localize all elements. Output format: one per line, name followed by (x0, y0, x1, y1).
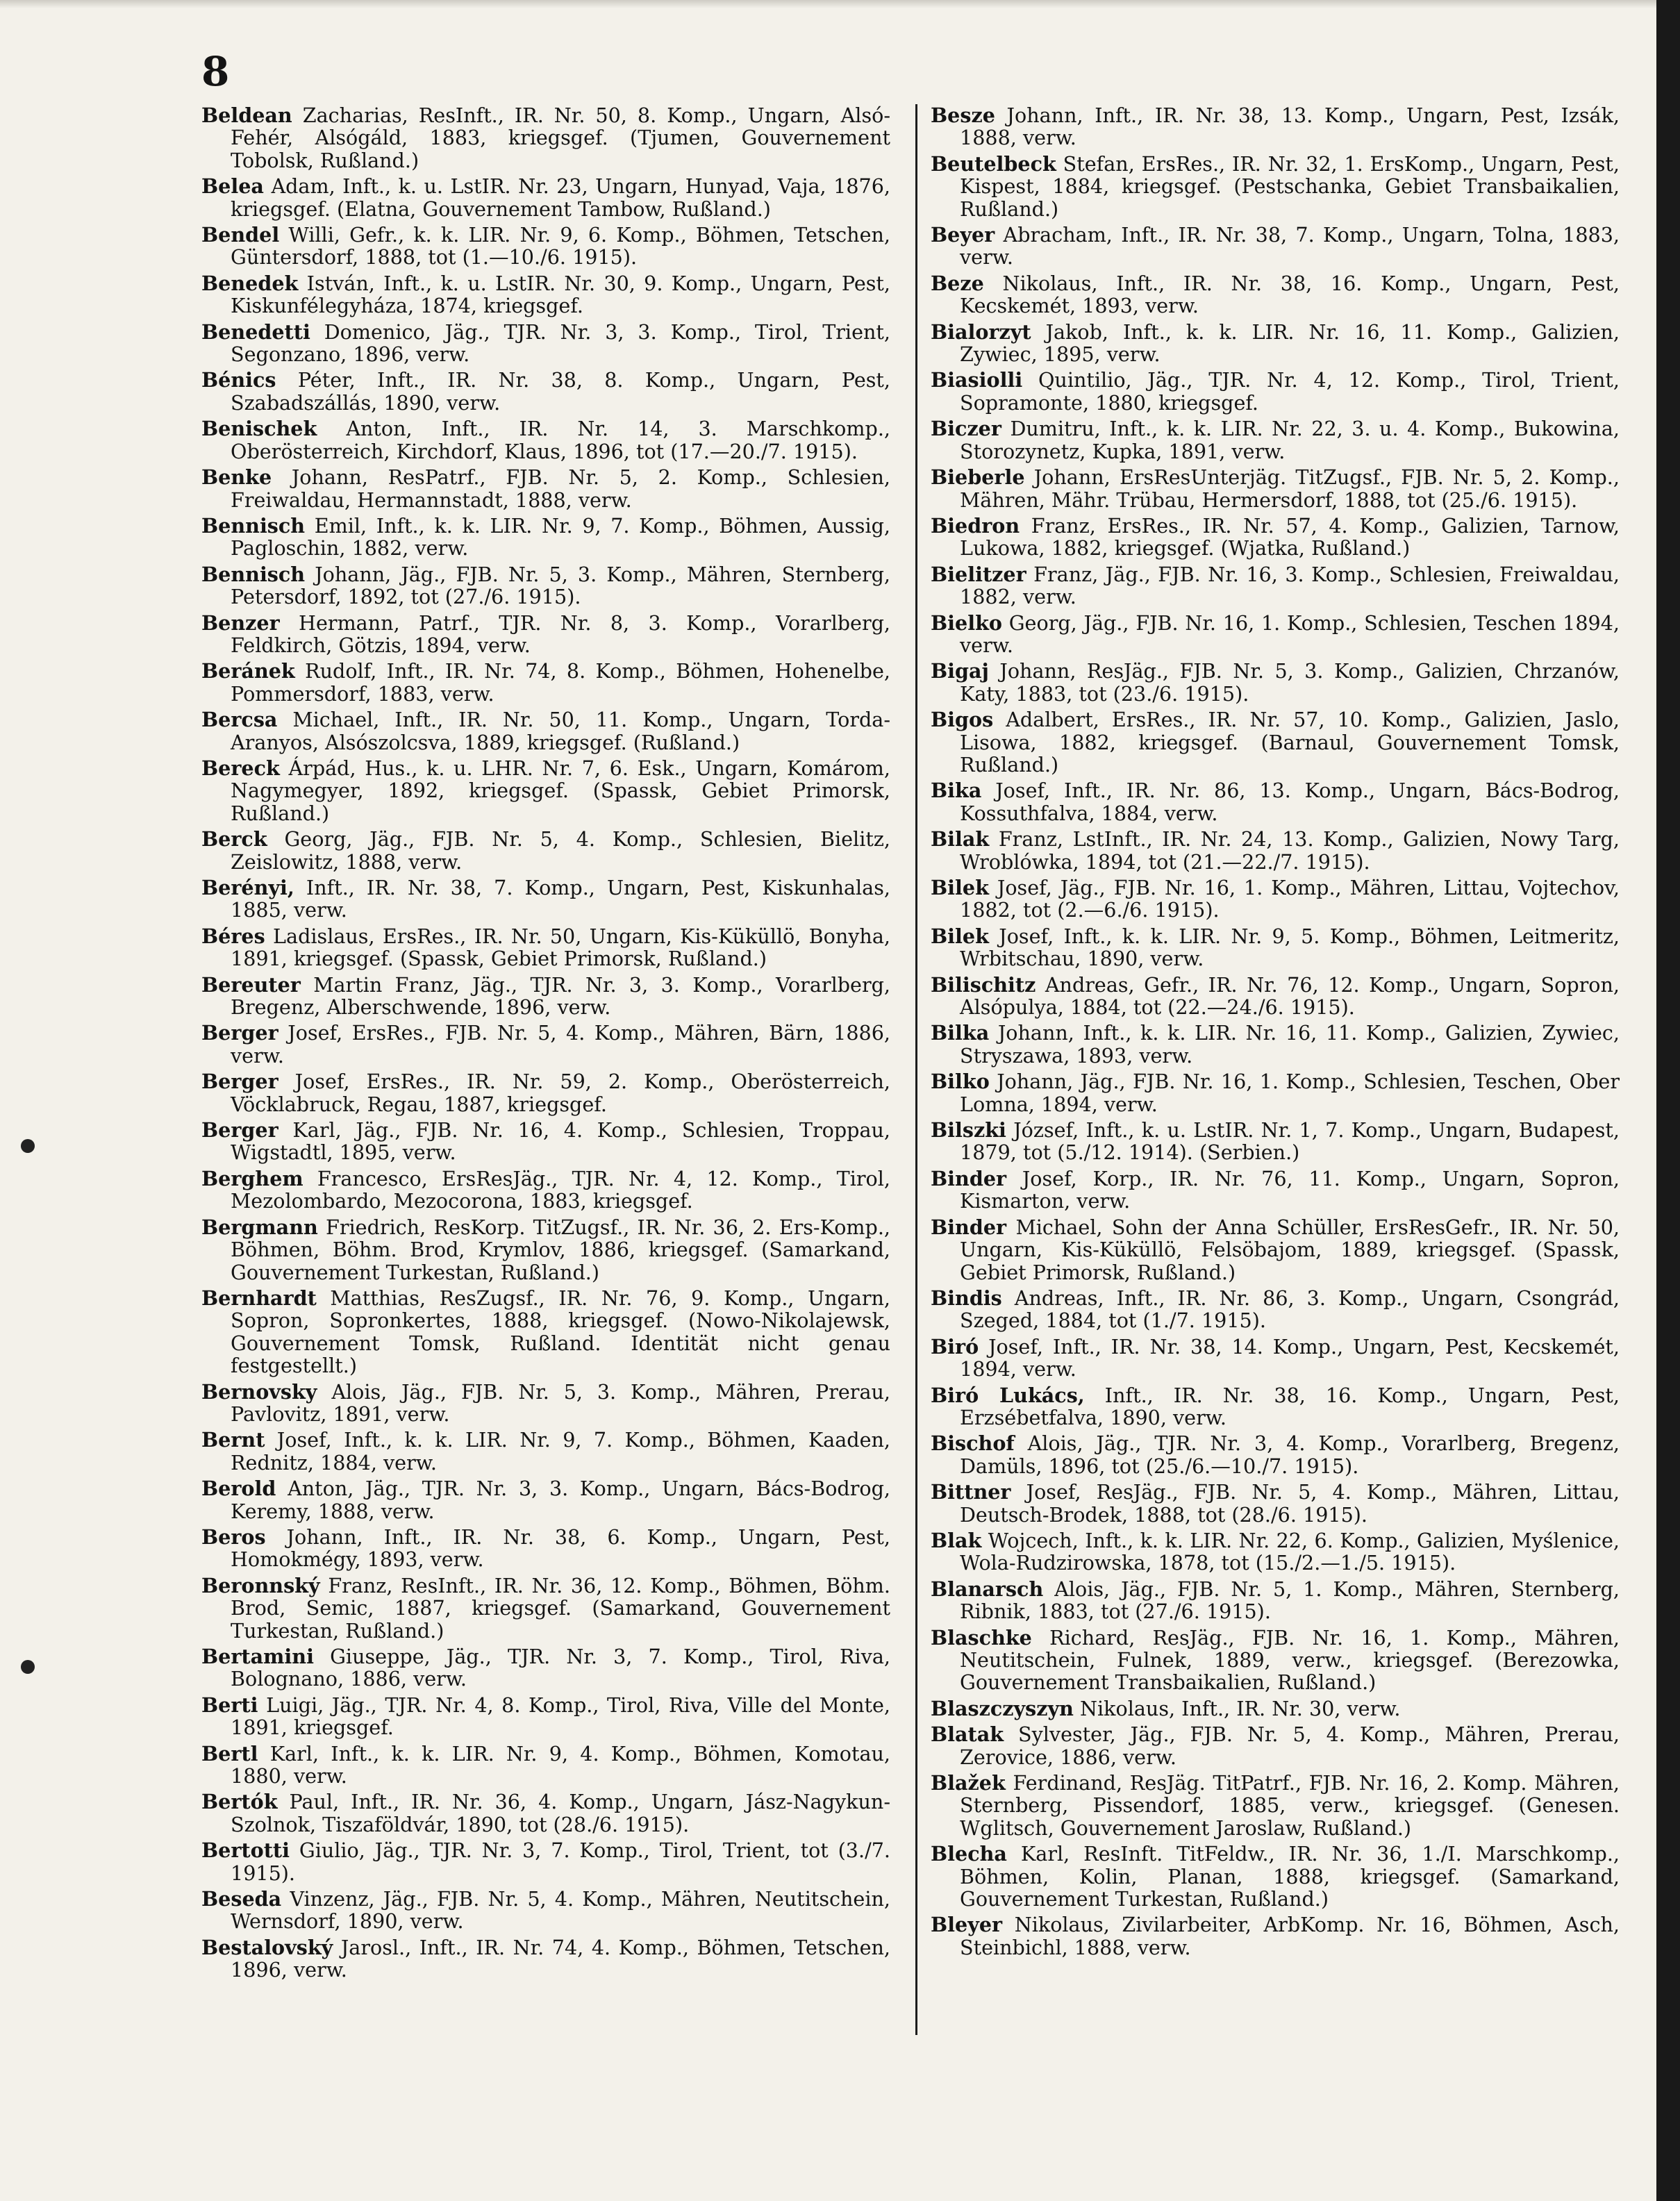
entry-details: Johann, Jäg., FJB. Nr. 16, 1. Komp., Schlesien, Teschen, Ober Lomna, 1894, verw. (960, 1070, 1620, 1116)
register-entry (931, 272, 1620, 317)
entry-surname: Beutelbeck (931, 151, 1056, 176)
register-entry (201, 321, 890, 366)
entry-details: Alois, Jäg., FJB. Nr. 5, 1. Komp., Mähren, Sternberg, Ribnik, 1883, tot (27./6. 1915). (960, 1577, 1620, 1624)
entry-surname: Bilak (931, 827, 990, 852)
register-entry (201, 1168, 890, 1213)
entry-surname: Benedetti (201, 319, 310, 344)
entry-details: Andreas, Gefr., IR. Nr. 76, 12. Komp., Ungarn, Sopron, Alsópulya, 1884, tot (22.—24./6. 1915). (960, 972, 1620, 1020)
register-entry (201, 757, 890, 824)
register-entry (201, 224, 890, 269)
entry-surname: Beyer (931, 223, 995, 247)
entry-details: Anton, Inft., IR. Nr. 14, 3. Marschkomp., Oberösterreich, Kirchdorf, Klaus, 1896, tot (17.—20./7. 1915). (231, 417, 890, 463)
entry-details: Emil, Inft., k. k. LIR. Nr. 9, 7. Komp., Böhmen, Aussig, Pagloschin, 1882, verw. (231, 513, 890, 560)
print-speck (21, 1139, 35, 1153)
entry-details: Josef, Korp., IR. Nr. 76, 11. Komp., Ungarn, Sopron, Kismarton, verw. (960, 1166, 1620, 1213)
register-entry (201, 1216, 890, 1284)
entry-details: Johann, Jäg., FJB. Nr. 5, 3. Komp., Mähren, Sternberg, Petersdorf, 1892, tot (27./6. 1915). (231, 562, 890, 609)
entry-details: Martin Franz, Jäg., TJR. Nr. 3, 3. Komp., Vorarlberg, Bregenz, Alberschwende, 1896, verw. (231, 972, 890, 1020)
register-entry (201, 1429, 890, 1474)
entry-surname: Bertamini (201, 1645, 314, 1668)
entry-surname: Besze (931, 104, 995, 127)
entry-surname: Beze (931, 271, 984, 295)
register-entry (931, 1168, 1620, 1213)
entry-details: Franz, ErsRes., IR. Nr. 57, 4. Komp., Galizien, Tarnow, Lukowa, 1882, kriegsgef. (Wjatka, Rußland.) (960, 513, 1620, 560)
entry-details: Karl, Inft., k. k. LIR. Nr. 9, 4. Komp., Böhmen, Komotau, 1880, verw. (231, 1741, 890, 1788)
entry-details: Karl, Jäg., FJB. Nr. 16, 4. Komp., Schlesien, Troppau, Wigstadtl, 1895, verw. (231, 1118, 890, 1165)
entry-surname: Bigos (931, 708, 994, 732)
entry-surname: Bilek (931, 924, 989, 948)
entry-surname: Bertók (201, 1790, 278, 1814)
register-entry (201, 1791, 890, 1836)
entry-surname: Benischek (201, 417, 317, 441)
entry-details: Inft., IR. Nr. 38, 7. Komp., Ungarn, Pest, Kiskunhalas, 1885, verw. (231, 876, 890, 922)
entry-surname: Bernhardt (201, 1286, 317, 1310)
entry-surname: Berti (201, 1693, 258, 1717)
register-entry (201, 925, 890, 970)
entry-details: Dumitru, Inft., k. k. LIR. Nr. 22, 3. u. 4. Komp., Bukowina, Storozynetz, Kupka, 1891, verw. (960, 417, 1620, 463)
entry-surname: Beronnský (201, 1573, 320, 1597)
entry-details: Anton, Jäg., TJR. Nr. 3, 3. Komp., Ungarn, Bács-Bodrog, Keremy, 1888, verw. (231, 1477, 890, 1523)
entry-details: Ferdinand, ResJäg. TitPatrf., FJB. Nr. 16, 2. Komp. Mähren, Sternberg, Pissendorf, 1885, verw., kriegsgef. (Genesen. Wglitsch, Gouvernement Jaroslaw, Rußland.) (960, 1771, 1620, 1840)
register-entry (931, 466, 1620, 511)
entry-details: Ladislaus, ErsRes., IR. Nr. 50, Ungarn, Kis-Küküllö, Bonyha, 1891, kriegsgef. (Spassk, Gebiet Primorsk, Rußland.) (231, 924, 890, 971)
register-entry (931, 1216, 1620, 1284)
register-entry (201, 104, 890, 172)
entry-details: Josef, Inft., k. k. LIR. Nr. 9, 7. Komp., Böhmen, Kaaden, Rednitz, 1884, verw. (231, 1428, 890, 1475)
register-entry (931, 925, 1620, 970)
entry-details: Luigi, Jäg., TJR. Nr. 4, 8. Komp., Tirol, Riva, Ville del Monte, 1891, kriegsgef. (231, 1693, 890, 1740)
register-entry (931, 417, 1620, 463)
entry-surname: Blaschke (931, 1625, 1032, 1650)
entry-surname: Belea (201, 174, 264, 199)
entry-details: Árpád, Hus., k. u. LHR. Nr. 7, 6. Esk., Ungarn, Komárom, Nagymegyer, 1892, kriegsgef. (Spassk, Gebiet Primorsk, Rußland.) (231, 756, 890, 825)
entry-surname: Binder (931, 1215, 1007, 1239)
register-entry (931, 612, 1620, 657)
entry-details: Quintilio, Jäg., TJR. Nr. 4, 12. Komp., Tirol, Trient, Sopramonte, 1880, kriegsgef. (960, 368, 1620, 415)
register-entry (201, 877, 890, 922)
register-entry (931, 104, 1620, 149)
entry-details: Franz, Jäg., FJB. Nr. 16, 3. Komp., Schlesien, Freiwaldau, 1882, verw. (960, 562, 1620, 609)
entry-surname: Bieberle (931, 465, 1025, 490)
entry-surname: Blatak (931, 1722, 1004, 1747)
entry-surname: Berck (201, 827, 267, 852)
register-entry (201, 1022, 890, 1067)
entry-surname: Bereuter (201, 972, 301, 997)
entry-surname: Bielko (931, 611, 1002, 635)
register-entry (931, 974, 1620, 1019)
register-entry (931, 877, 1620, 922)
entry-surname: Berényi, (201, 876, 294, 899)
register-entry (931, 1022, 1620, 1067)
entry-details: Adam, Inft., k. u. LstIR. Nr. 23, Ungarn, Hunyad, Vaja, 1876, kriegsgef. (Elatna, Gouvernement Tambow, Rußland.) (231, 174, 890, 221)
entry-surname: Bigaj (931, 659, 989, 683)
entry-details: Josef, ErsRes., IR. Nr. 59, 2. Komp., Oberösterreich, Vöcklabruck, Regau, 1887, kriegsgef. (231, 1070, 890, 1116)
register-entry (201, 660, 890, 705)
entry-details: Jakob, Inft., k. k. LIR. Nr. 16, 11. Komp., Galizien, Zywiec, 1895, verw. (960, 319, 1620, 367)
register-entry (931, 1723, 1620, 1768)
entry-details: Andreas, Inft., IR. Nr. 86, 3. Komp., Ungarn, Csongrád, Szeged, 1884, tot (1./7. 1915). (960, 1286, 1620, 1333)
entry-details: Josef, Inft., IR. Nr. 86, 13. Komp., Ungarn, Bács-Bodrog, Kossuthfalva, 1884, verw. (960, 779, 1620, 825)
entry-details: Michael, Sohn der Anna Schüller, ErsResGefr., IR. Nr. 50, Ungarn, Kis-Küküllö, Felsöbajom, 1889, kriegsgef. (Spassk, Gebiet Primorsk, Rußland.) (960, 1215, 1620, 1284)
entry-details: Adalbert, ErsRes., IR. Nr. 57, 10. Komp., Galizien, Jaslo, Lisowa, 1882, kriegsgef. (Barnaul, Gouvernement Tomsk, Rußland.) (960, 708, 1620, 776)
register-entry (201, 369, 890, 414)
entry-details: Nikolaus, Inft., IR. Nr. 38, 16. Komp., Ungarn, Pest, Kecskemét, 1893, verw. (960, 271, 1620, 318)
entry-surname: Bilek (931, 876, 989, 899)
entry-details: Johann, Inft., IR. Nr. 38, 6. Komp., Ungarn, Pest, Homokmégy, 1893, verw. (231, 1525, 890, 1572)
entry-surname: Bestalovský (201, 1935, 333, 1959)
entry-details: Péter, Inft., IR. Nr. 38, 8. Komp., Ungarn, Pest, Szabadszállás, 1890, verw. (231, 368, 890, 415)
entry-surname: Benzer (201, 611, 280, 635)
entry-surname: Bereck (201, 756, 280, 780)
entry-details: Giuseppe, Jäg., TJR. Nr. 3, 7. Komp., Tirol, Riva, Bolognano, 1886, verw. (231, 1645, 890, 1691)
entry-surname: Binder (931, 1166, 1007, 1190)
register-entry (931, 563, 1620, 608)
entry-details: Paul, Inft., IR. Nr. 36, 4. Komp., Ungarn, Jász-Nagykun-Szolnok, Tiszaföldvár, 1890, tot (28./6. 1915). (231, 1790, 890, 1836)
entry-details: Sylvester, Jäg., FJB. Nr. 5, 4. Komp., Mähren, Prerau, Zerovice, 1886, verw. (960, 1722, 1620, 1769)
entry-surname: Blanarsch (931, 1577, 1044, 1601)
register-entry (201, 1839, 890, 1884)
register-entry (201, 1743, 890, 1788)
entry-surname: Benke (201, 465, 272, 490)
entry-surname: Beros (201, 1525, 266, 1549)
entry-details: Zacharias, ResInft., IR. Nr. 50, 8. Komp., Ungarn, Alsó-Fehér, Alsógáld, 1883, kriegsgef. (Tjumen, Gouvernement Tobolsk, Rußland.) (231, 104, 890, 172)
register-entry (931, 828, 1620, 873)
entry-surname: Bernovsky (201, 1379, 317, 1404)
register-entry (201, 612, 890, 657)
register-entry (201, 1381, 890, 1426)
entry-surname: Bilischitz (931, 972, 1036, 997)
entry-surname: Bilszki (931, 1118, 1006, 1143)
entry-surname: Blaszczyszyn (931, 1696, 1074, 1720)
entry-details: Michael, Inft., IR. Nr. 50, 11. Komp., Ungarn, Torda-Aranyos, Alsószolcsva, 1889, kriegsgef. (Rußland.) (231, 708, 890, 754)
entry-surname: Blak (931, 1528, 982, 1552)
register-entry (201, 1119, 890, 1164)
register-entry (201, 1526, 890, 1571)
register-entry (931, 369, 1620, 414)
entry-surname: Berger (201, 1070, 278, 1094)
register-entry (201, 466, 890, 511)
entry-details: Inft., IR. Nr. 38, 16. Komp., Ungarn, Pest, Erzsébetfalva, 1890, verw. (960, 1383, 1620, 1429)
entry-surname: Berold (201, 1477, 276, 1501)
entry-surname: Bendel (201, 223, 280, 247)
entry-surname: Bennisch (201, 562, 306, 586)
entry-details: Stefan, ErsRes., IR. Nr. 32, 1. ErsKomp., Ungarn, Pest, Kispest, 1884, kriegsgef. (Pestschanka, Gebiet Transbaikalien, Rußland.) (960, 151, 1620, 221)
register-entry (931, 1627, 1620, 1694)
register-entry (931, 1287, 1620, 1332)
register-entry (931, 779, 1620, 824)
register-entry (931, 1529, 1620, 1575)
entry-surname: Beseda (201, 1887, 282, 1911)
entry-details: Friedrich, ResKorp. TitZugsf., IR. Nr. 36, 2. Ers-Komp., Böhmen, Böhm. Brod, Krymlov, 1886, kriegsgef. (Samarkand, Gouvernement Turkestan, Rußland.) (231, 1215, 890, 1284)
entry-details: Karl, ResInft. TitFeldw., IR. Nr. 36, 1./I. Marschkomp., Böhmen, Kolin, Planan, 1888, kriegsgef. (Samarkand, Gouvernement Turkestan, Rußland.) (960, 1842, 1620, 1911)
register-entry (931, 1119, 1620, 1164)
entry-details: József, Inft., k. u. LstIR. Nr. 1, 7. Komp., Ungarn, Budapest, 1879, tot (5./12. 1914). (Serbien.) (960, 1118, 1620, 1165)
entry-details: Abracham, Inft., IR. Nr. 38, 7. Komp., Ungarn, Tolna, 1883, verw. (960, 223, 1620, 269)
page-binding-edge (1656, 0, 1680, 2201)
register-entry (201, 515, 890, 560)
entry-surname: Biedron (931, 513, 1020, 538)
register-entry (931, 708, 1620, 776)
register-entry (201, 417, 890, 463)
entry-surname: Biczer (931, 417, 1001, 441)
register-entry (931, 1070, 1620, 1115)
register-entry (201, 1645, 890, 1691)
register-entry (931, 1578, 1620, 1623)
register-entry (931, 1843, 1620, 1910)
right-column (931, 104, 1620, 2181)
entry-surname: Bilka (931, 1021, 990, 1045)
register-entry (201, 563, 890, 608)
register-entry (931, 1336, 1620, 1381)
entry-surname: Béres (201, 924, 265, 948)
entry-details: Johann, ResJäg., FJB. Nr. 5, 3. Komp., Galizien, Chrzanów, Katy, 1883, tot (23./6. 1915). (960, 659, 1620, 706)
entry-details: Nikolaus, Zivilarbeiter, ArbKomp. Nr. 16, Böhmen, Asch, Steinbichl, 1888, verw. (960, 1913, 1620, 1959)
register-entry (201, 175, 890, 220)
register-entry (201, 828, 890, 873)
entry-details: Alois, Jäg., TJR. Nr. 3, 4. Komp., Vorarlberg, Bregenz, Damüls, 1896, tot (25./6.—10./7. 1915). (960, 1431, 1620, 1478)
entry-details: Vinzenz, Jäg., FJB. Nr. 5, 4. Komp., Mähren, Neutitschein, Wernsdorf, 1890, verw. (231, 1887, 890, 1934)
entry-surname: Bennisch (201, 513, 306, 538)
entry-surname: Berger (201, 1118, 278, 1143)
entry-surname: Biró (931, 1334, 979, 1359)
entry-details: Matthias, ResZugsf., IR. Nr. 76, 9. Komp., Ungarn, Sopron, Sopronkertes, 1888, kriegsgef. (Nowo-Nikolajewsk, Gouvernement Tomsk, Rußland. Identität nicht genau festgestellt.) (231, 1286, 890, 1378)
entry-details: István, Inft., k. u. LstIR. Nr. 30, 9. Komp., Ungarn, Pest, Kiskunfélegyháza, 1874, kriegsgef. (231, 271, 890, 318)
entry-surname: Bindis (931, 1286, 1002, 1310)
entry-surname: Blecha (931, 1842, 1007, 1866)
register-entry (201, 708, 890, 754)
entry-surname: Bischof (931, 1431, 1015, 1456)
entry-surname: Berger (201, 1021, 278, 1045)
register-entry (931, 660, 1620, 705)
entry-details: Richard, ResJäg., FJB. Nr. 16, 1. Komp., Mähren, Neutitschein, Fulnek, 1889, verw., kriegsgef. (Berezowka, Gouvernement Transbaikalien, Rußland.) (960, 1625, 1620, 1695)
entry-surname: Biró Lukács, (931, 1383, 1085, 1407)
entry-surname: Beránek (201, 659, 295, 683)
register-entry (931, 1432, 1620, 1477)
entry-details: Giulio, Jäg., TJR. Nr. 3, 7. Komp., Tirol, Trient, tot (3./7. 1915). (231, 1838, 890, 1885)
entry-surname: Biasiolli (931, 368, 1023, 392)
entry-details: Willi, Gefr., k. k. LIR. Nr. 9, 6. Komp., Böhmen, Tetschen, Güntersdorf, 1888, tot (1.—10./6. 1915). (231, 223, 890, 269)
entry-surname: Bika (931, 779, 982, 803)
entry-details: Alois, Jäg., FJB. Nr. 5, 3. Komp., Mähren, Prerau, Pavlovitz, 1891, verw. (231, 1379, 890, 1426)
register-entry (201, 974, 890, 1019)
entry-details: Hermann, Patrf., TJR. Nr. 8, 3. Komp., Vorarlberg, Feldkirch, Götzis, 1894, verw. (231, 611, 890, 657)
print-speck (21, 1660, 35, 1674)
entry-details: Domenico, Jäg., TJR. Nr. 3, 3. Komp., Tirol, Trient, Segonzano, 1896, verw. (231, 319, 890, 367)
entry-details: Georg, Jäg., FJB. Nr. 5, 4. Komp., Schlesien, Bielitz, Zeislowitz, 1888, verw. (231, 827, 890, 874)
entry-details: Nikolaus, Inft., IR. Nr. 30, verw. (1080, 1696, 1401, 1720)
left-column (201, 104, 890, 2181)
entry-details: Johann, Inft., IR. Nr. 38, 13. Komp., Ungarn, Pest, Izsák, 1888, verw. (960, 104, 1620, 150)
register-entry (201, 1888, 890, 1933)
register-entry (201, 1287, 890, 1377)
entry-surname: Bleyer (931, 1913, 1003, 1937)
entry-surname: Bertl (201, 1741, 258, 1766)
register-entry (201, 1575, 890, 1642)
entry-surname: Bialorzyt (931, 319, 1031, 344)
register-entry (201, 1936, 890, 1982)
entry-surname: Benedek (201, 271, 299, 295)
entry-details: Josef, Inft., IR. Nr. 38, 14. Komp., Ungarn, Pest, Kecskemét, 1894, verw. (960, 1334, 1620, 1381)
entry-surname: Bilko (931, 1070, 990, 1094)
register-entry (931, 1481, 1620, 1526)
entry-details: Josef, Jäg., FJB. Nr. 16, 1. Komp., Mähren, Littau, Vojtechov, 1882, tot (2.—6./6. 1915). (960, 876, 1620, 922)
entry-surname: Bittner (931, 1480, 1011, 1504)
entry-details: Jarosl., Inft., IR. Nr. 74, 4. Komp., Böhmen, Tetschen, 1896, verw. (231, 1935, 890, 1982)
page-top-shadow (0, 0, 1680, 8)
entry-details: Franz, ResInft., IR. Nr. 36, 12. Komp., Böhmen, Böhm. Brod, Semic, 1887, kriegsgef. (Samarkand, Gouvernement Turkestan, Rußland.) (231, 1573, 890, 1643)
entry-details: Josef, Inft., k. k. LIR. Nr. 9, 5. Komp., Böhmen, Leitmeritz, Wrbitschau, 1890, verw. (960, 924, 1620, 971)
register-entry (931, 1384, 1620, 1429)
entry-details: Johann, ErsResUnterjäg. TitZugsf., FJB. Nr. 5, 2. Komp., Mähren, Mähr. Trübau, Hermersdorf, 1888, tot (25./6. 1915). (960, 465, 1620, 512)
register-entry (931, 224, 1620, 269)
entry-details: Johann, Inft., k. k. LIR. Nr. 16, 11. Komp., Galizien, Zywiec, Stryszawa, 1893, verw. (960, 1021, 1620, 1068)
register-entry (201, 1070, 890, 1115)
register-entry (201, 1477, 890, 1522)
entry-surname: Berghem (201, 1166, 303, 1190)
register-entry (931, 515, 1620, 560)
register-entry (201, 272, 890, 317)
entry-surname: Bergmann (201, 1215, 318, 1239)
entry-surname: Blažek (931, 1771, 1006, 1795)
register-entry (931, 1697, 1620, 1720)
entry-details: Georg, Jäg., FJB. Nr. 16, 1. Komp., Schlesien, Teschen 1894, verw. (960, 611, 1620, 657)
entry-surname: Bertotti (201, 1838, 290, 1863)
entry-details: Josef, ResJäg., FJB. Nr. 5, 4. Komp., Mähren, Littau, Deutsch-Brodek, 1888, tot (28./6. 1915). (960, 1480, 1620, 1527)
entry-details: Johann, ResPatrf., FJB. Nr. 5, 2. Komp., Schlesien, Freiwaldau, Hermannstadt, 1888, verw. (231, 465, 890, 512)
entry-details: Rudolf, Inft., IR. Nr. 74, 8. Komp., Böhmen, Hohenelbe, Pommersdorf, 1883, verw. (231, 659, 890, 706)
column-divider (915, 104, 917, 2035)
entry-details: Wojcech, Inft., k. k. LIR. Nr. 22, 6. Komp., Galizien, Myślenice, Wola-Rudzirowska, 1878, tot (15./2.—1./5. 1915). (960, 1528, 1620, 1575)
page-number: 8 (201, 48, 230, 95)
register-entry (931, 1772, 1620, 1839)
register-entry (931, 321, 1620, 366)
entry-surname: Bénics (201, 368, 276, 392)
entry-surname: Beldean (201, 104, 292, 127)
entry-details: Francesco, ErsResJäg., TJR. Nr. 4, 12. Komp., Tirol, Mezolombardo, Mezocorona, 1883, kriegsgef. (231, 1166, 890, 1213)
register-entry (931, 153, 1620, 220)
entry-surname: Bercsa (201, 708, 278, 732)
entry-surname: Bielitzer (931, 562, 1026, 586)
register-entry (201, 1694, 890, 1739)
entry-details: Josef, ErsRes., FJB. Nr. 5, 4. Komp., Mähren, Bärn, 1886, verw. (231, 1021, 890, 1068)
entry-details: Franz, LstInft., IR. Nr. 24, 13. Komp., Galizien, Nowy Targ, Wroblówka, 1894, tot (21.—22./7. 1915). (960, 827, 1620, 874)
entry-surname: Bernt (201, 1428, 265, 1452)
register-entry (931, 1913, 1620, 1959)
